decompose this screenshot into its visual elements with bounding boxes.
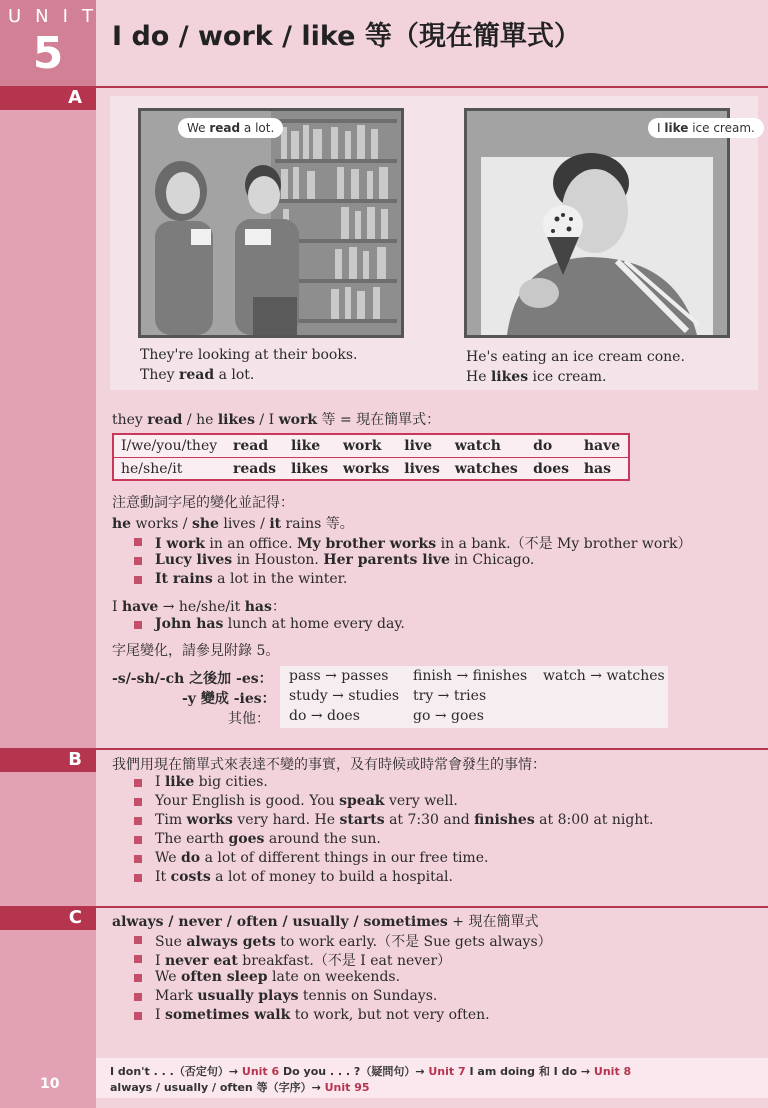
example-sentence: Your English is good. You speak very well. <box>155 793 458 809</box>
page-number: 10 <box>40 1076 60 1092</box>
example-sentence: I work in an office. My brother works in a bank.（不是 My brother work） <box>155 536 692 552</box>
verb-cell: reads <box>232 461 276 477</box>
example-sentence: I sometimes walk to work, but not very often. <box>155 1007 490 1023</box>
cross-reference-line-1: I don't . . .（否定句）→ Unit 6 Do you . . . ?（疑問句）→ Unit 7 I am doing 和 I do → Unit 8 <box>110 1065 632 1078</box>
bullet-icon <box>134 874 142 882</box>
example-sentence: Mark usually plays tennis on Sundays. <box>155 988 438 1004</box>
unit-link[interactable]: Unit 95 <box>324 1081 370 1094</box>
bullet-icon <box>134 576 142 584</box>
spelling-label: 其他： <box>228 711 270 727</box>
verb-cell: has <box>583 461 611 477</box>
verb-cell: lives <box>404 461 440 477</box>
verb-cell: read <box>226 435 284 458</box>
unit-link[interactable]: Unit 7 <box>428 1065 466 1078</box>
example-sentence: Sue always gets to work early.（不是 Sue gets always） <box>155 934 552 950</box>
spelling-example: watch → watches <box>543 668 665 684</box>
verb-cell: watches <box>454 461 518 477</box>
bullet-icon <box>134 1012 142 1020</box>
spelling-example: do → does <box>289 708 360 724</box>
example-sentence: We often sleep late on weekends. <box>155 969 401 985</box>
section-a-marker: A <box>0 86 96 110</box>
reading-illustration <box>138 108 404 338</box>
example-sentence: It rains a lot in the winter. <box>155 571 348 587</box>
bullet-icon <box>134 557 142 565</box>
bullet-icon <box>134 621 142 629</box>
have-rule: I have → he/she/it has： <box>112 599 286 615</box>
bullet-icon <box>134 798 142 806</box>
verb-cell: work <box>336 435 397 458</box>
verb-cell: do <box>526 435 577 458</box>
section-a-rule <box>96 86 768 88</box>
illustration-panel <box>110 96 758 390</box>
page-title: I do / work / like 等（現在簡單式） <box>112 21 581 52</box>
spelling-example: go → goes <box>413 708 484 724</box>
example-sentence: John has lunch at home every day. <box>155 616 405 632</box>
spelling-note: 字尾變化，請參見附錄 5。 <box>112 643 280 659</box>
example-sentence: We do a lot of different things in our free time. <box>155 850 489 866</box>
verb-cell: have <box>577 435 628 458</box>
example-sentence: Lucy lives in Houston. Her parents live in Chicago. <box>155 552 535 568</box>
spelling-example: pass → passes <box>289 668 389 684</box>
ice-cream-illustration <box>464 108 730 338</box>
bullet-icon <box>134 993 142 1001</box>
bullet-icon <box>134 936 142 944</box>
example-sentence: I like big cities. <box>155 774 268 790</box>
caption-right-2: He likes ice cream. <box>466 369 607 385</box>
section-c-intro: always / never / often / usually / sometimes + 現在簡單式 <box>112 914 539 930</box>
bullet-icon <box>134 836 142 844</box>
bullet-icon <box>134 974 142 982</box>
ending-note-example: he works / she lives / it rains 等。 <box>112 516 354 532</box>
example-sentence: The earth goes around the sun. <box>155 831 381 847</box>
section-b-intro: 我們用現在簡單式來表達不變的事實，及有時候或時常會發生的事情： <box>112 757 546 773</box>
sidebar <box>0 0 107 1108</box>
spelling-label: -s/-sh/-ch 之後加 -es： <box>112 671 273 687</box>
verb-cell: watch <box>448 435 526 458</box>
bullet-icon <box>134 538 142 546</box>
section-c-marker: C <box>0 906 96 930</box>
caption-left-2: They read a lot. <box>140 367 255 383</box>
table-row <box>114 435 628 458</box>
speech-bubble-left: We read a lot. <box>178 118 283 138</box>
pronoun-cell: I/we/you/they <box>114 435 226 458</box>
present-simple-intro: they read / he likes / I work 等 = 現在簡單式： <box>112 412 441 428</box>
section-b-rule <box>96 748 768 750</box>
speech-bubble-right: I like ice cream. <box>648 118 764 138</box>
caption-left-1: They're looking at their books. <box>140 347 358 363</box>
bullet-icon <box>134 817 142 825</box>
unit-number: 5 <box>32 28 64 79</box>
spelling-example: try → tries <box>413 688 487 704</box>
example-sentence: It costs a lot of money to build a hospital. <box>155 869 453 885</box>
conjugation-table <box>112 433 630 481</box>
caption-right-1: He's eating an ice cream cone. <box>466 349 685 365</box>
spelling-example: study → studies <box>289 688 400 704</box>
section-c-rule <box>96 906 768 908</box>
ending-note: 注意動詞字尾的變化並記得： <box>112 495 294 511</box>
table-row <box>114 458 628 481</box>
example-sentence: Tim works very hard. He starts at 7:30 and finishes at 8:00 at night. <box>155 812 654 828</box>
verb-cell: like <box>284 435 336 458</box>
example-sentence: I never eat breakfast.（不是 I eat never） <box>155 953 452 969</box>
verb-cell: live <box>397 435 447 458</box>
bullet-icon <box>134 855 142 863</box>
unit-link[interactable]: Unit 8 <box>593 1065 632 1078</box>
bullet-icon <box>134 955 142 963</box>
unit-link[interactable]: Unit 6 <box>241 1065 280 1078</box>
section-b-marker: B <box>0 748 96 772</box>
cross-reference-line-2: always / usually / often 等（字序）→ Unit 95 <box>110 1081 370 1094</box>
unit-box <box>0 0 107 86</box>
spelling-example: finish → finishes <box>413 668 528 684</box>
verb-cell: works <box>342 461 390 477</box>
verb-cell: likes <box>290 461 329 477</box>
unit-label: UNIT <box>8 6 107 27</box>
pronoun-cell: he/she/it <box>121 461 183 477</box>
bullet-icon <box>134 779 142 787</box>
spelling-label: -y 變成 -ies： <box>182 691 276 707</box>
verb-cell: does <box>533 461 569 477</box>
